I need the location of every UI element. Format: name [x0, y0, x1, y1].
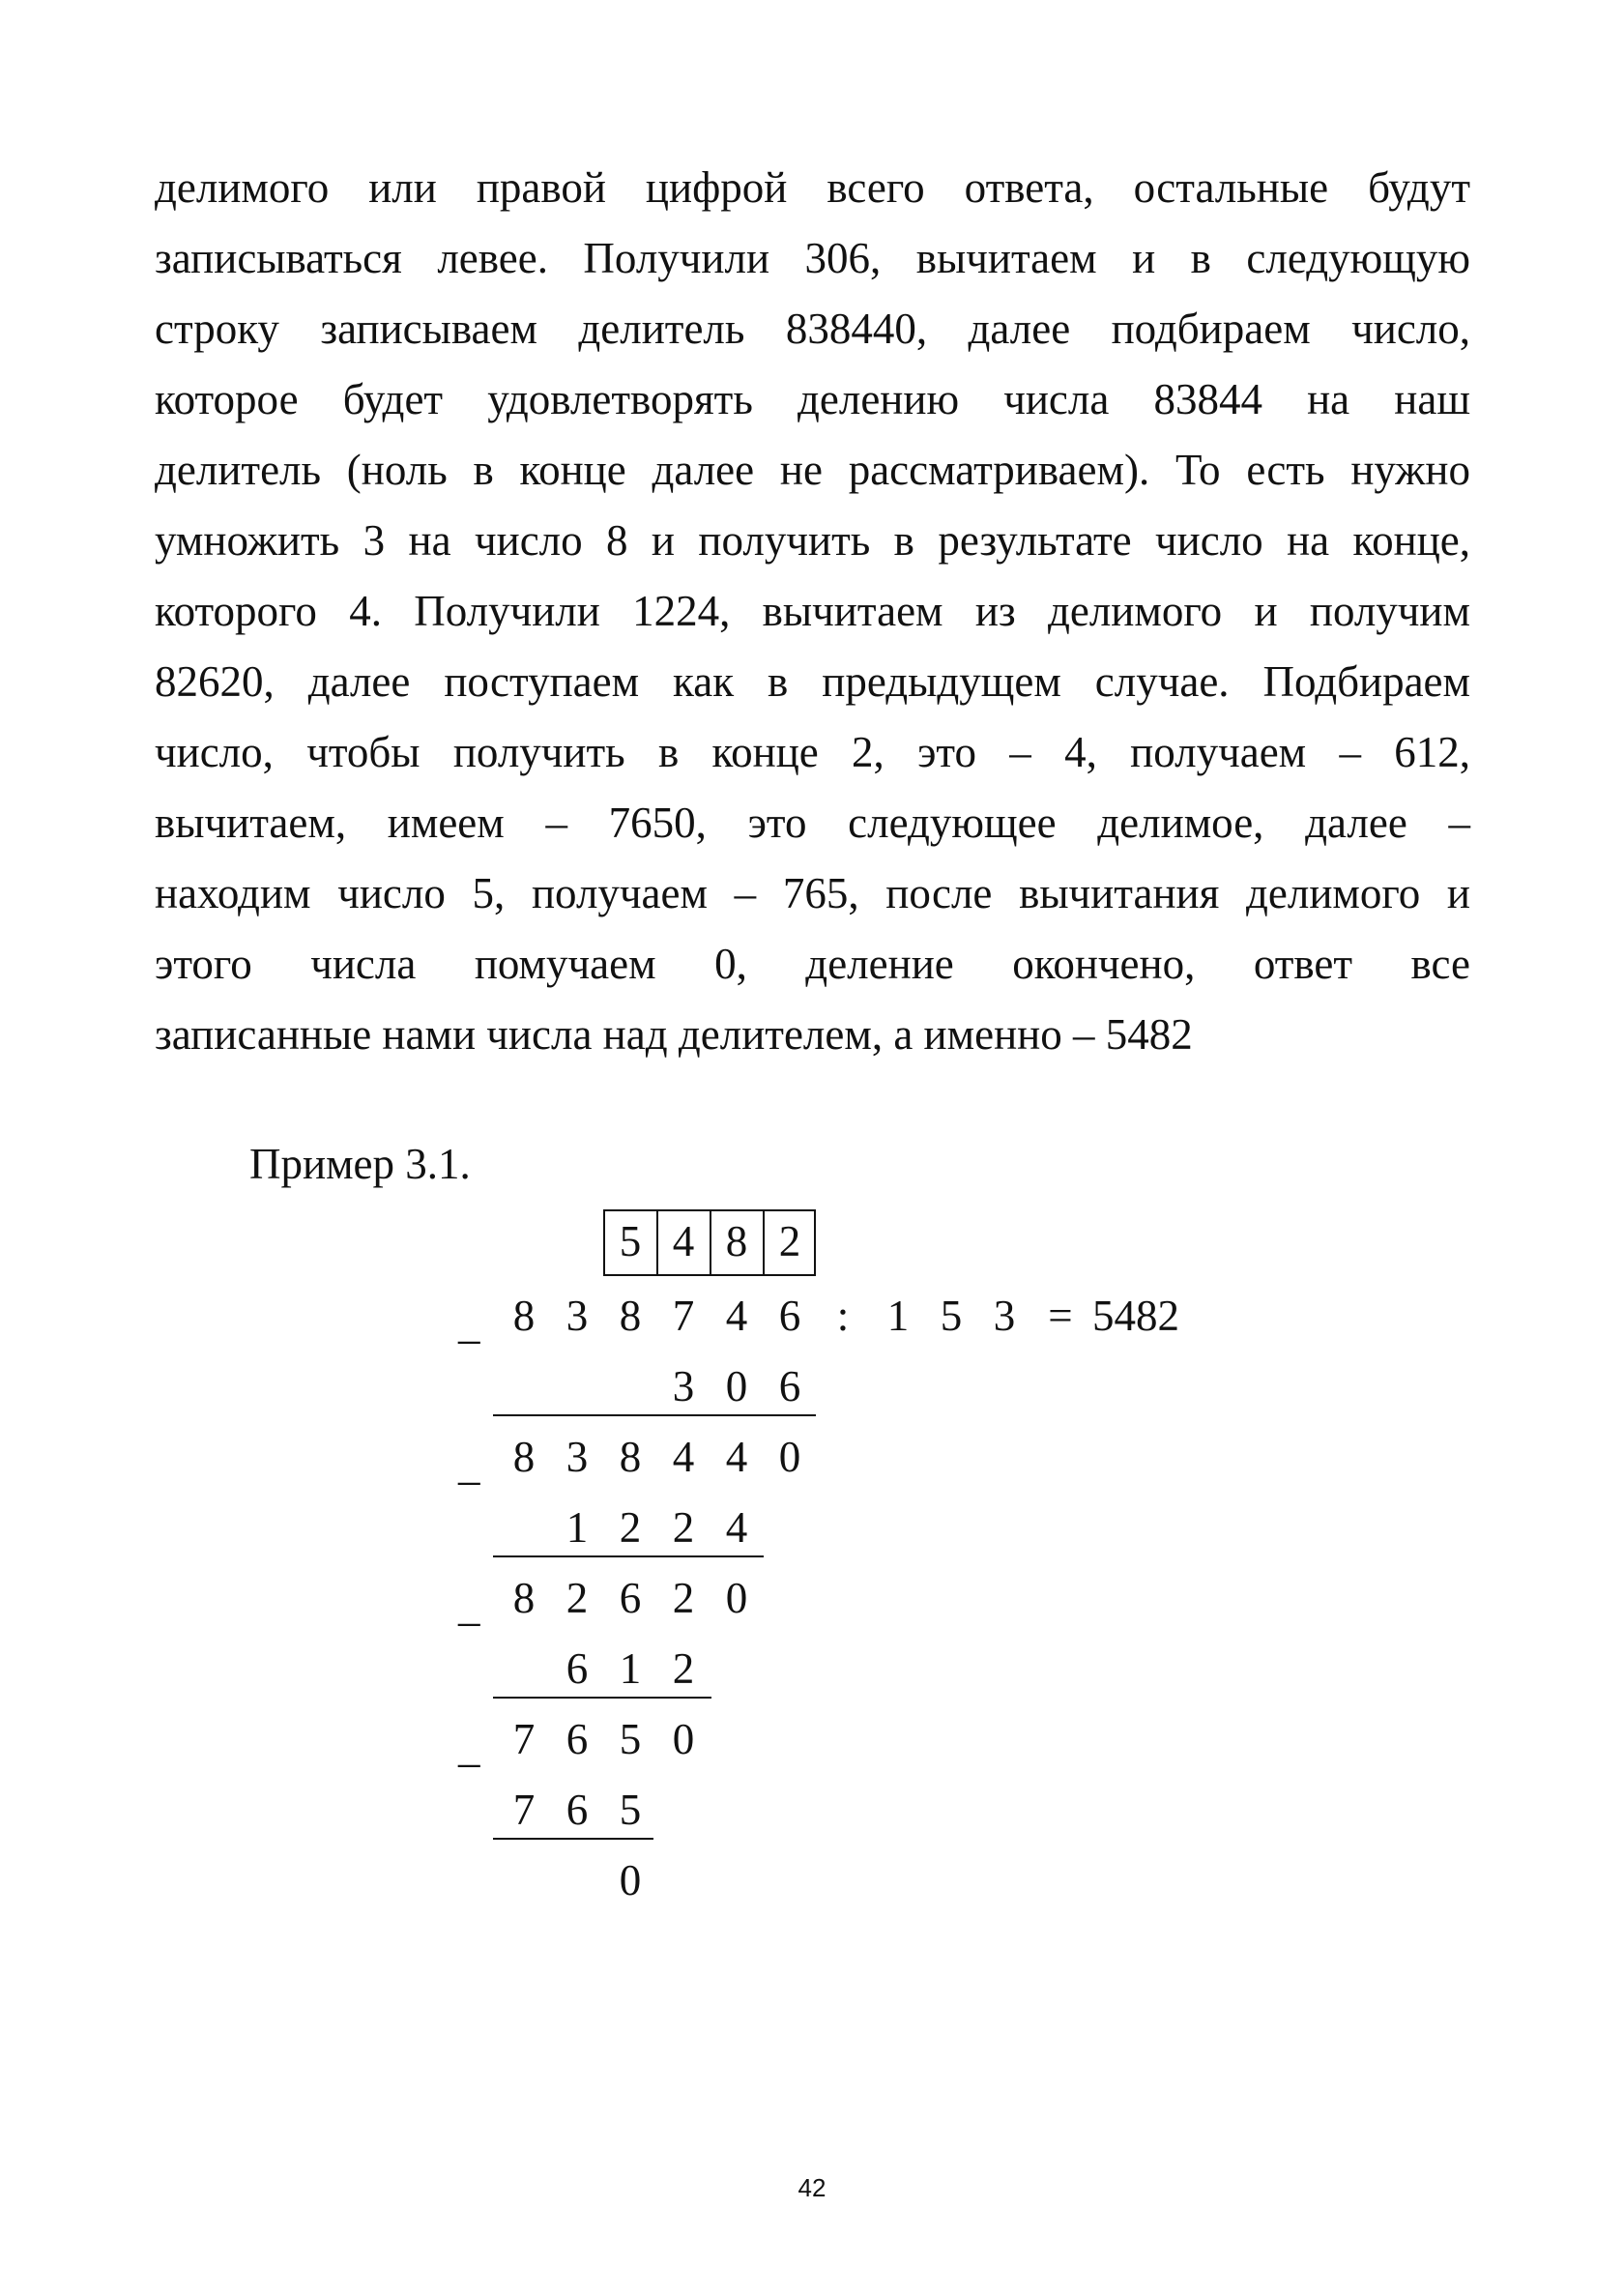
division-colon: : [836, 1292, 850, 1340]
dividend-digit: 3 [566, 1292, 589, 1340]
step-digit: 4 [672, 1433, 695, 1481]
step-digit: 6 [566, 1715, 589, 1763]
step-digit: 6 [566, 1786, 589, 1834]
step-digit: 1 [566, 1503, 589, 1552]
subtraction-rule [493, 1555, 764, 1557]
paragraph-line: 82620, далее поступаем как в предыдущем случае. Подбираем [155, 657, 1470, 706]
dividend-digit: 8 [512, 1292, 536, 1340]
step-digit: 0 [725, 1574, 748, 1622]
page-number: 42 [798, 2173, 826, 2202]
step-digit: 2 [672, 1574, 695, 1622]
step-digit: 1 [619, 1644, 642, 1693]
paragraph-line: делитель (ноль в конце далее не рассматриваем). То есть нужно [155, 446, 1470, 494]
paragraph-line: умножить 3 на число 8 и получить в результате число на конце, [155, 516, 1470, 565]
divisor-digit: 5 [940, 1292, 963, 1340]
step-digit: 5 [619, 1715, 642, 1763]
example-caption: Пример 3.1. [249, 1140, 471, 1188]
step-digit: 0 [778, 1433, 801, 1481]
step-digit: 2 [672, 1503, 695, 1552]
quotient-box-divider [656, 1209, 658, 1276]
paragraph-line: находим число 5, получаем – 765, после вычитания делимого и [155, 869, 1470, 917]
step-digit: 6 [566, 1644, 589, 1693]
dividend-digit: 7 [672, 1292, 695, 1340]
step-digit: 2 [619, 1503, 642, 1552]
step-digit: 3 [566, 1433, 589, 1481]
divisor-digit: 3 [993, 1292, 1016, 1340]
subtraction-rule [493, 1414, 816, 1416]
quotient-digit: 5 [619, 1217, 642, 1265]
step-digit: 6 [778, 1362, 801, 1410]
subtraction-rule [493, 1838, 653, 1840]
step-digit: 0 [725, 1362, 748, 1410]
dividend-digit: 8 [619, 1292, 642, 1340]
step-digit: 2 [672, 1644, 695, 1693]
paragraph-line: строку записываем делитель 838440, далее подбираем число, [155, 305, 1470, 353]
dividend-digit: 4 [725, 1292, 748, 1340]
paragraph-line: записываться левее. Получили 306, вычитаем и в следующую [155, 234, 1470, 282]
step-digit: 8 [512, 1433, 536, 1481]
step-digit: 4 [725, 1433, 748, 1481]
result-value: 5482 [1092, 1292, 1179, 1340]
subtraction-rule [493, 1697, 711, 1699]
paragraph-line: записанные нами числа над делителем, а именно – 5482 [155, 1010, 1193, 1059]
step-digit: 4 [725, 1503, 748, 1552]
paragraph-line: которого 4. Получили 1224, вычитаем из делимого и получим [155, 587, 1470, 635]
minus-sign: _ [458, 1582, 480, 1630]
step-digit: 0 [672, 1715, 695, 1763]
paragraph-line: число, чтобы получить в конце 2, это – 4, получаем – 612, [155, 728, 1470, 776]
step-digit: 8 [619, 1433, 642, 1481]
step-digit: 3 [672, 1362, 695, 1410]
paragraph-line: вычитаем, имеем – 7650, это следующее делимое, далее – [155, 799, 1470, 847]
paragraph-line: этого числа помучаем 0, деление окончено, ответ все [155, 940, 1470, 988]
remainder-digit: 0 [619, 1856, 642, 1904]
step-digit: 5 [619, 1786, 642, 1834]
equals-sign: = [1048, 1292, 1073, 1340]
minus-sign: _ [458, 1723, 480, 1771]
divisor-digit: 1 [886, 1292, 910, 1340]
paragraph-line: которое будет удовлетворять делению числа 83844 на наш [155, 375, 1470, 423]
step-digit: 6 [619, 1574, 642, 1622]
dividend-digit: 6 [778, 1292, 801, 1340]
quotient-digit: 2 [778, 1217, 801, 1265]
quotient-box-divider [763, 1209, 765, 1276]
step-digit: 7 [512, 1715, 536, 1763]
step-digit: 8 [512, 1574, 536, 1622]
quotient-box-divider [710, 1209, 711, 1276]
minus-sign: _ [458, 1299, 480, 1348]
quotient-digit: 4 [672, 1217, 695, 1265]
paragraph-line: делимого или правой цифрой всего ответа, остальные будут [155, 163, 1470, 212]
minus-sign: _ [458, 1440, 480, 1489]
quotient-digit: 8 [725, 1217, 748, 1265]
step-digit: 2 [566, 1574, 589, 1622]
step-digit: 7 [512, 1786, 536, 1834]
